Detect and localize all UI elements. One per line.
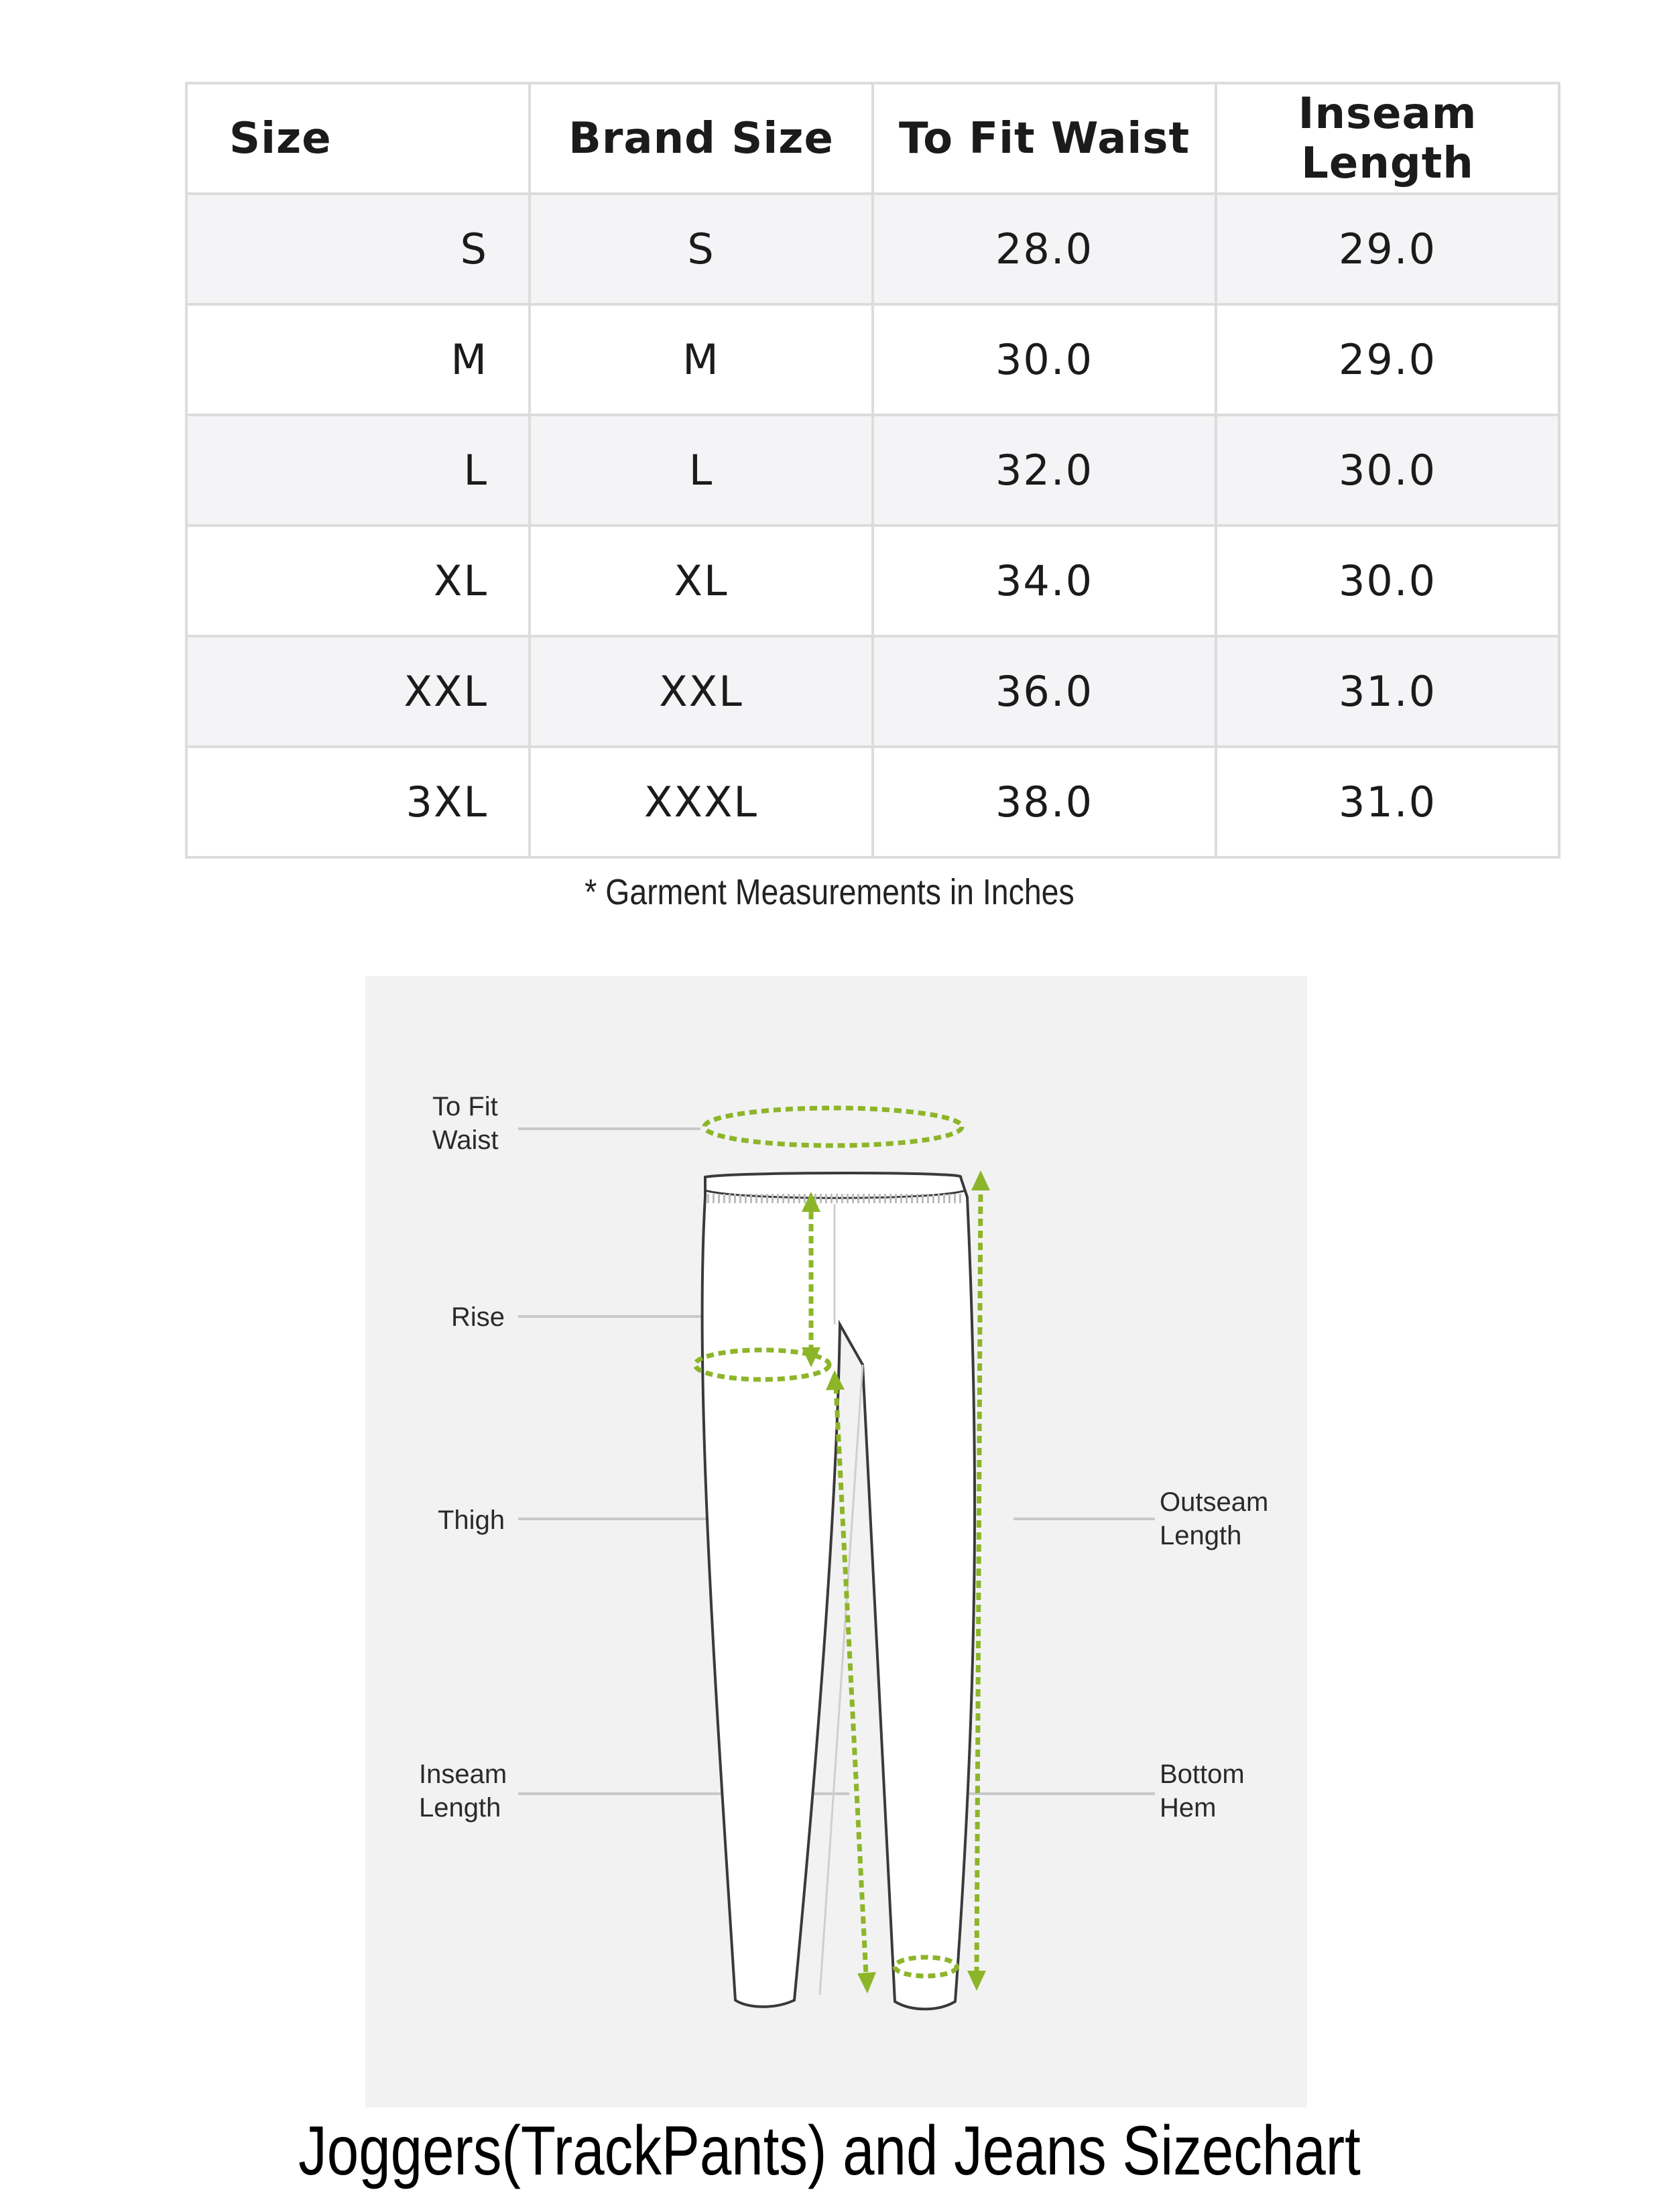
header-inseam-length: Inseam Length — [1216, 83, 1559, 194]
table-header-row — [186, 83, 1559, 194]
table-row — [186, 636, 1559, 747]
label-waist: Waist — [432, 1125, 499, 1155]
cell-inseam: 31.0 — [1216, 636, 1559, 747]
cell-brand-size: XL — [530, 526, 873, 636]
cell-brand-size: S — [530, 194, 873, 304]
cell-size: M — [186, 304, 530, 415]
header-brand-size: Brand Size — [530, 83, 873, 194]
cell-inseam: 30.0 — [1216, 415, 1559, 526]
cell-brand-size: M — [530, 304, 873, 415]
measurement-note: * Garment Measurements in Inches — [585, 872, 1074, 912]
table-row — [186, 526, 1559, 636]
label-rise: Rise — [451, 1302, 505, 1332]
cell-inseam: 29.0 — [1216, 304, 1559, 415]
table-row — [186, 194, 1559, 304]
table-row — [186, 415, 1559, 526]
cell-size: 3XL — [186, 747, 530, 857]
cell-waist: 32.0 — [873, 415, 1216, 526]
cell-inseam: 31.0 — [1216, 747, 1559, 857]
cell-size: XL — [186, 526, 530, 636]
cell-brand-size: XXXL — [530, 747, 873, 857]
header-size: Size — [186, 83, 530, 194]
cell-waist: 30.0 — [873, 304, 1216, 415]
table-row — [186, 747, 1559, 857]
cell-waist: 38.0 — [873, 747, 1216, 857]
cell-size: S — [186, 194, 530, 304]
size-chart-table — [185, 82, 1560, 859]
trousers-measurement-diagram — [365, 976, 1307, 2107]
cell-waist: 36.0 — [873, 636, 1216, 747]
cell-waist: 34.0 — [873, 526, 1216, 636]
label-hem: Hem — [1160, 1793, 1217, 1823]
cell-size: L — [186, 415, 530, 526]
label-to-fit: To Fit — [432, 1092, 498, 1121]
cell-waist: 28.0 — [873, 194, 1216, 304]
label-inseam-length: Length — [419, 1793, 501, 1823]
label-inseam: Inseam — [419, 1760, 507, 1789]
cell-brand-size: XXL — [530, 636, 873, 747]
cell-inseam: 29.0 — [1216, 194, 1559, 304]
page-title: Joggers(TrackPants) and Jeans Sizechart — [298, 2112, 1361, 2190]
label-thigh: Thigh — [438, 1506, 505, 1535]
cell-brand-size: L — [530, 415, 873, 526]
table-row — [186, 304, 1559, 415]
label-outseam-length: Length — [1160, 1521, 1242, 1550]
header-to-fit-waist: To Fit Waist — [873, 83, 1216, 194]
cell-inseam: 30.0 — [1216, 526, 1559, 636]
label-outseam: Outseam — [1160, 1487, 1269, 1517]
cell-size: XXL — [186, 636, 530, 747]
label-bottom: Bottom — [1160, 1760, 1245, 1789]
